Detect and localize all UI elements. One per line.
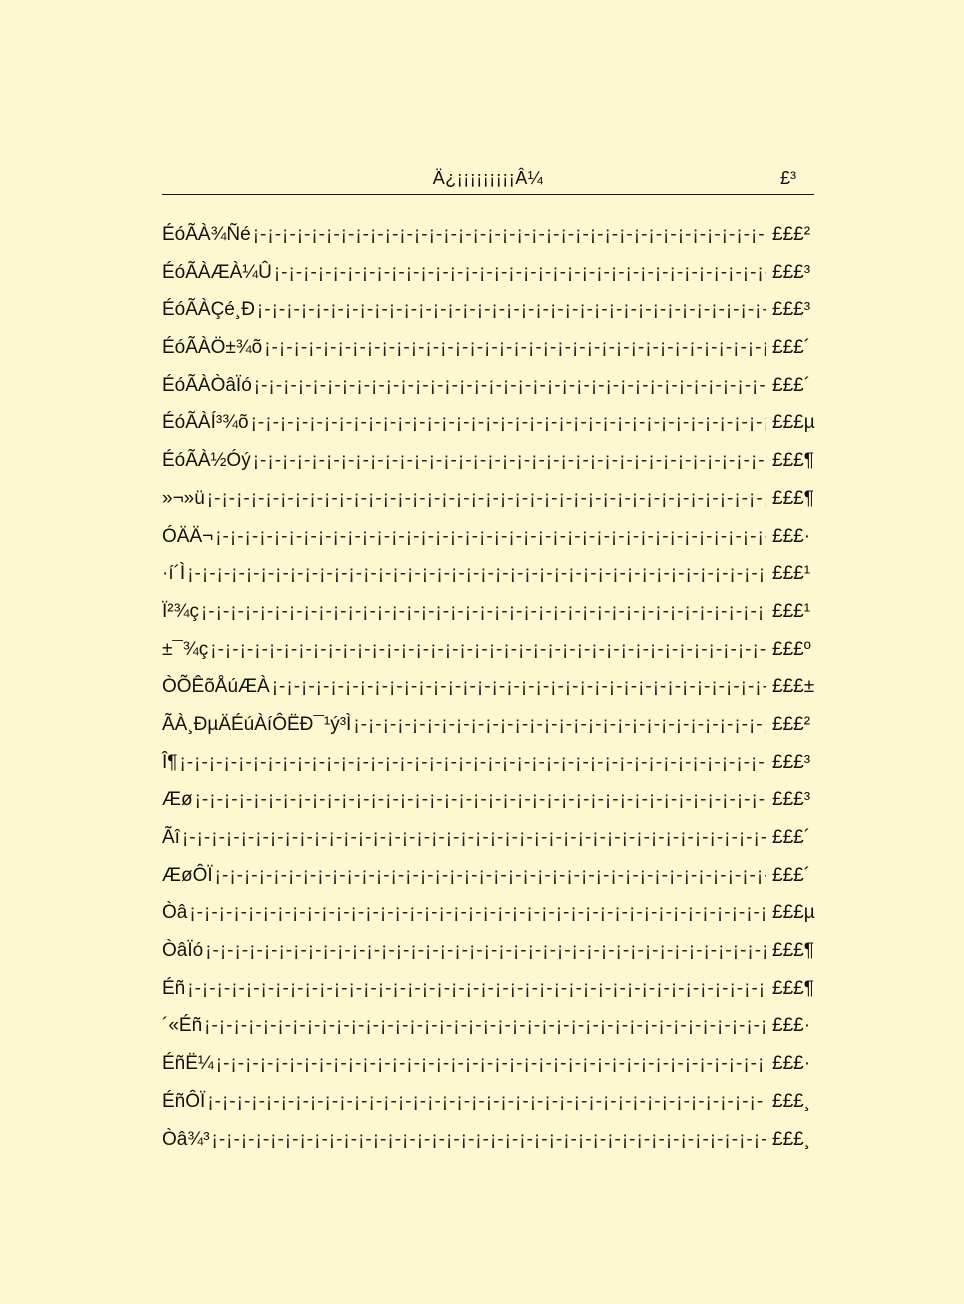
toc-entry-label: ÉóÃÀ¾Ñé [162, 224, 251, 245]
toc-dot-leader [187, 902, 766, 924]
toc-entry[interactable] [162, 639, 834, 677]
toc-dot-leader [177, 752, 766, 774]
toc-entry[interactable] [162, 450, 834, 488]
toc-entry[interactable] [162, 978, 834, 1016]
toc-entry[interactable] [162, 1091, 834, 1129]
toc-entry[interactable] [162, 563, 834, 601]
toc-dot-leader [272, 262, 766, 284]
toc-entry-page: £££· [772, 1015, 811, 1037]
toc-entry-label: ÉñÔÏ [162, 1090, 206, 1112]
toc-entry[interactable] [162, 714, 834, 752]
toc-entry-page: £££µ [772, 412, 815, 434]
toc-dot-leader [208, 639, 766, 661]
toc-entry[interactable] [162, 1129, 834, 1167]
toc-dot-leader [255, 299, 766, 321]
toc-entry-page: £££º [772, 638, 811, 660]
toc-entry[interactable] [162, 865, 834, 903]
toc-entry[interactable] [162, 752, 834, 790]
toc-entry-page: £££² [772, 224, 811, 245]
toc-dot-leader [210, 1129, 766, 1151]
toc-entry-page: £££¶ [772, 977, 814, 999]
toc-entry[interactable] [162, 940, 834, 978]
toc-entry[interactable] [162, 902, 834, 940]
toc-entry-label: Òâ [162, 902, 188, 924]
toc-entry-page: £££² [772, 713, 811, 735]
toc-dot-leader [251, 450, 766, 472]
header-page-number: £³ [779, 168, 796, 188]
toc-entry-page: £££´ [772, 374, 811, 396]
toc-entry-label: ÉñË¼ [162, 1053, 214, 1075]
toc-dot-leader [199, 601, 766, 623]
toc-entry-page: £££´ [772, 337, 811, 359]
toc-dot-leader [262, 337, 766, 359]
toc-entry-label: ·í´Ì [162, 563, 186, 585]
toc-entry[interactable] [162, 601, 834, 639]
toc-entry-label: ±¯¾ç [162, 638, 209, 660]
toc-entry-label: ÉóÃÀÇé¸Ð [162, 299, 255, 321]
toc-entry-page: £££¶ [772, 450, 814, 472]
toc-entry-label: Ï²¾ç [162, 600, 199, 622]
toc-entry-label: Æø [162, 789, 193, 811]
toc-entry-page: £££¸ [772, 1128, 811, 1150]
toc-dot-leader [205, 488, 766, 510]
toc-entry-page: £££´ [772, 864, 811, 886]
toc-entry-page: £££¹ [772, 600, 811, 622]
toc-entry-page: £££± [772, 676, 815, 698]
toc-dot-leader [202, 1015, 766, 1037]
toc-entry[interactable] [162, 375, 834, 413]
toc-entry[interactable] [162, 1015, 834, 1053]
toc-entry-label: Òâ¾³ [162, 1128, 210, 1150]
toc-entry[interactable] [162, 262, 834, 300]
toc-entry-page: £££· [772, 525, 811, 547]
toc-entry-page: £££¹ [772, 563, 811, 585]
toc-entry[interactable] [162, 526, 834, 564]
toc-entry-page: £££· [772, 1053, 811, 1075]
toc-dot-leader [185, 978, 766, 1000]
toc-entry-page: £££´ [772, 827, 811, 848]
toc-dot-leader [249, 412, 766, 434]
toc-entry-label: ÉóÃÀÍ³¾õ [162, 412, 249, 434]
toc-entry-label: »¬»ü [162, 487, 205, 509]
toc-entry-label: ÆøÔÏ [162, 864, 213, 886]
toc-dot-leader [214, 1053, 766, 1075]
toc-entry-page: £££¶ [772, 940, 814, 962]
toc-entry-label: ÒâÏó [162, 940, 204, 962]
toc-entry-page: £££¸ [772, 1090, 811, 1112]
toc-entry[interactable] [162, 224, 834, 262]
toc-entry-page: £££³ [772, 299, 811, 321]
toc-entry-label: ÉóÃÀÒâÏó [162, 374, 252, 396]
toc-entry-page: £££³ [772, 789, 811, 811]
toc-entry-label: Î¶ [162, 751, 178, 773]
toc-entry[interactable] [162, 676, 834, 714]
toc-entry-page: £££µ [772, 902, 815, 924]
toc-dot-leader [180, 827, 766, 849]
toc-entry[interactable] [162, 827, 834, 865]
toc-dot-leader [213, 865, 766, 887]
toc-entry[interactable] [162, 412, 834, 450]
toc-entry-label: ´«Éñ [162, 1015, 203, 1037]
toc-entry-page: £££¶ [772, 487, 814, 509]
toc-entry-label: Ãî [162, 827, 180, 848]
toc-entry-label: ÉóÃÀÆÀ¼Û [162, 261, 272, 283]
toc-entry-label: ÓÄÄ¬ [162, 525, 214, 547]
header-title: Ä¿¡¡¡¡¡¡¡¡¡Â¼ [432, 168, 544, 188]
toc-entry-label: ÉóÃÀ½Óý [162, 450, 251, 472]
running-header [162, 166, 814, 195]
toc-entry[interactable] [162, 488, 834, 526]
toc-dot-leader [351, 714, 766, 736]
toc-entry-page: £££³ [772, 751, 811, 773]
toc-dot-leader [203, 940, 766, 962]
table-of-contents [162, 224, 834, 1166]
toc-dot-leader [213, 526, 766, 548]
toc-entry[interactable] [162, 337, 834, 375]
toc-dot-leader [185, 563, 766, 585]
toc-entry-label: ÃÀ¸ÐµÄÉúÀíÔËÐ¯¹ý³Ì [162, 713, 352, 735]
toc-dot-leader [252, 375, 766, 397]
toc-entry[interactable] [162, 1053, 834, 1091]
toc-entry[interactable] [162, 789, 834, 827]
toc-entry-label: Éñ [162, 977, 186, 999]
toc-dot-leader [270, 676, 766, 698]
toc-entry[interactable] [162, 299, 834, 337]
toc-entry-page: £££³ [772, 261, 811, 283]
toc-entry-label: ÉóÃÀÖ±¾õ [162, 337, 263, 359]
toc-entry-label: ÒÕÊõÅúÆÀ [162, 676, 270, 698]
toc-dot-leader [205, 1091, 766, 1113]
toc-dot-leader [193, 789, 766, 811]
toc-dot-leader [251, 224, 766, 246]
